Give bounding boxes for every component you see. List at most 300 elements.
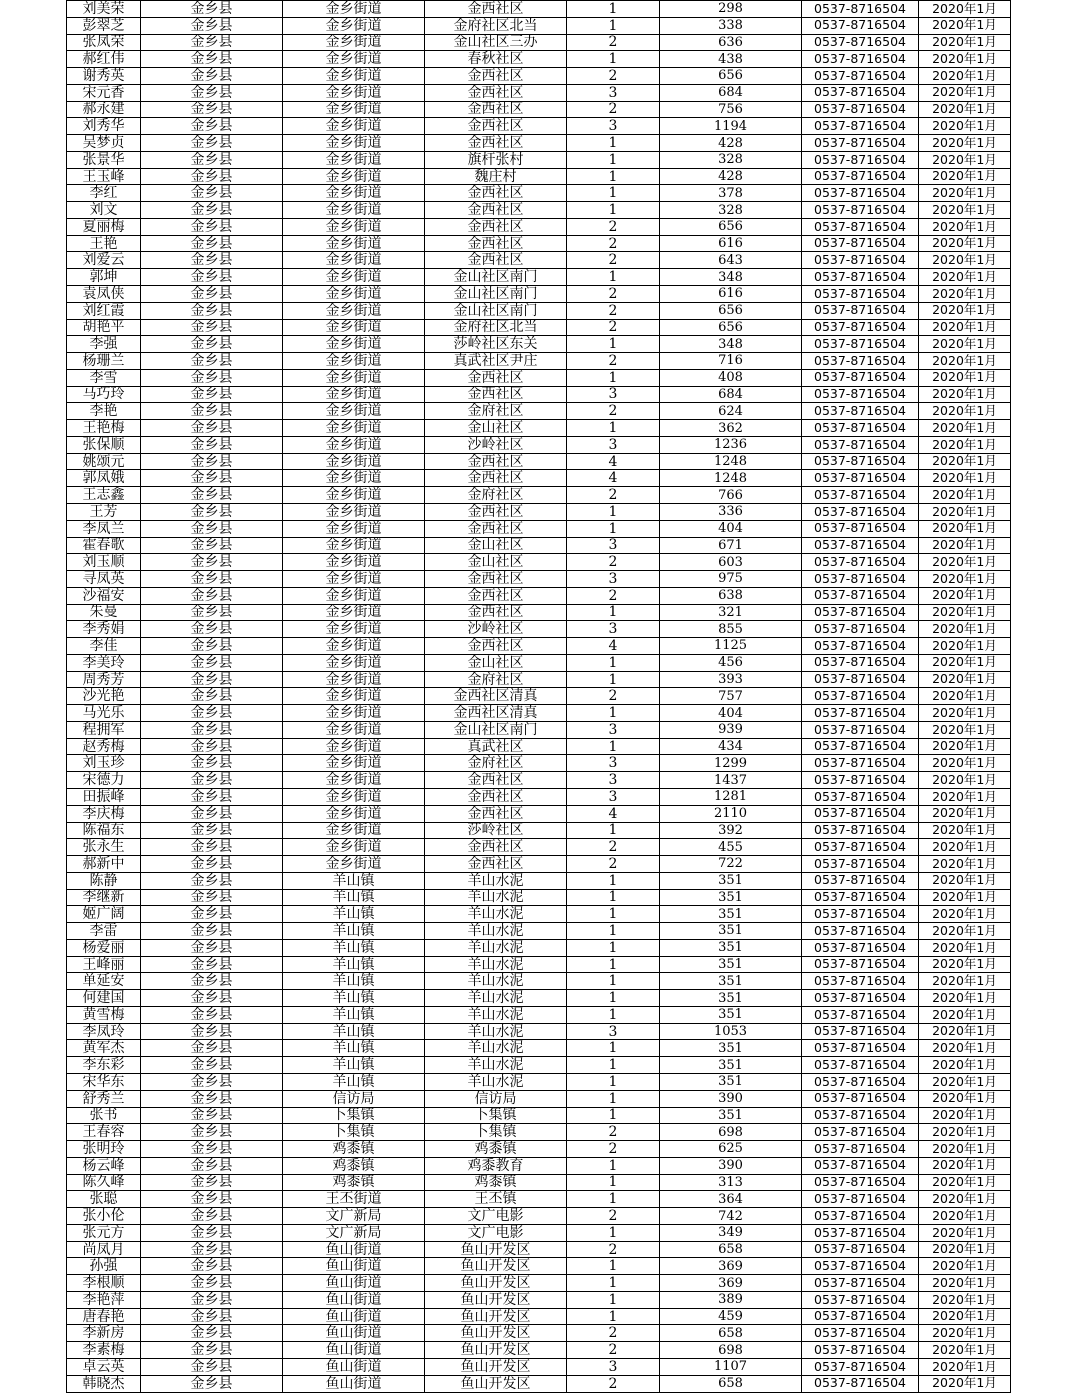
count-cell: 1 (567, 939, 660, 956)
county-cell: 金乡县 (141, 453, 283, 470)
name-cell: 郭凤娥 (67, 470, 141, 487)
name-cell: 舒秀兰 (67, 1090, 141, 1107)
count-cell: 1 (567, 990, 660, 1007)
phone-cell: 0537-8716504 (802, 1258, 919, 1275)
count-cell: 1 (567, 269, 660, 286)
street-cell: 金乡街道 (283, 1, 425, 18)
name-cell: 吴梦贞 (67, 135, 141, 152)
county-cell: 金乡县 (141, 336, 283, 353)
community-cell: 旗杆张村 (425, 151, 567, 168)
count-cell: 3 (567, 788, 660, 805)
county-cell: 金乡县 (141, 185, 283, 202)
count-cell: 2 (567, 1208, 660, 1225)
phone-cell: 0537-8716504 (802, 671, 919, 688)
name-cell: 李凤兰 (67, 520, 141, 537)
count-cell: 1 (567, 1107, 660, 1124)
street-cell: 金乡街道 (283, 319, 425, 336)
community-cell: 真武社区 (425, 738, 567, 755)
community-cell: 金山社区 (425, 537, 567, 554)
community-cell: 金府社区北当 (425, 17, 567, 34)
count-cell: 2 (567, 1375, 660, 1392)
phone-cell: 0537-8716504 (802, 269, 919, 286)
month-cell: 2020年1月 (919, 638, 1011, 655)
street-cell: 金乡街道 (283, 369, 425, 386)
name-cell: 李雪 (67, 369, 141, 386)
table-row (67, 369, 1011, 386)
county-cell: 金乡县 (141, 889, 283, 906)
table-row (67, 319, 1011, 336)
amount-cell: 351 (660, 923, 802, 940)
amount-cell: 638 (660, 587, 802, 604)
amount-cell: 1125 (660, 638, 802, 655)
amount-cell: 616 (660, 286, 802, 303)
table-row (67, 654, 1011, 671)
amount-cell: 742 (660, 1208, 802, 1225)
table-row (67, 956, 1011, 973)
community-cell: 羊山水泥 (425, 906, 567, 923)
county-cell: 金乡县 (141, 1023, 283, 1040)
phone-cell: 0537-8716504 (802, 604, 919, 621)
amount-cell: 684 (660, 386, 802, 403)
table-row (67, 554, 1011, 571)
amount-cell: 459 (660, 1308, 802, 1325)
amount-cell: 698 (660, 1124, 802, 1141)
count-cell: 1 (567, 1258, 660, 1275)
amount-cell: 1236 (660, 436, 802, 453)
month-cell: 2020年1月 (919, 386, 1011, 403)
community-cell: 金山社区 (425, 420, 567, 437)
count-cell: 1 (567, 51, 660, 68)
table-row (67, 453, 1011, 470)
street-cell: 金乡街道 (283, 51, 425, 68)
count-cell: 1 (567, 151, 660, 168)
phone-cell: 0537-8716504 (802, 420, 919, 437)
count-cell: 1 (567, 1057, 660, 1074)
amount-cell: 438 (660, 51, 802, 68)
month-cell: 2020年1月 (919, 973, 1011, 990)
phone-cell: 0537-8716504 (802, 906, 919, 923)
table-row (67, 1359, 1011, 1376)
name-cell: 郝新中 (67, 856, 141, 873)
street-cell: 金乡街道 (283, 839, 425, 856)
amount-cell: 1248 (660, 470, 802, 487)
name-cell: 胡艳平 (67, 319, 141, 336)
amount-cell: 684 (660, 84, 802, 101)
month-cell: 2020年1月 (919, 269, 1011, 286)
county-cell: 金乡县 (141, 1174, 283, 1191)
name-cell: 马巧玲 (67, 386, 141, 403)
amount-cell: 658 (660, 1241, 802, 1258)
month-cell: 2020年1月 (919, 738, 1011, 755)
phone-cell: 0537-8716504 (802, 1023, 919, 1040)
community-cell: 羊山水泥 (425, 1057, 567, 1074)
phone-cell: 0537-8716504 (802, 168, 919, 185)
name-cell: 赵秀梅 (67, 738, 141, 755)
table-row (67, 51, 1011, 68)
street-cell: 金乡街道 (283, 302, 425, 319)
street-cell: 鱼山街道 (283, 1241, 425, 1258)
table-row (67, 705, 1011, 722)
month-cell: 2020年1月 (919, 403, 1011, 420)
community-cell: 王丕镇 (425, 1191, 567, 1208)
county-cell: 金乡县 (141, 520, 283, 537)
count-cell: 1 (567, 1074, 660, 1091)
table-row (67, 1023, 1011, 1040)
street-cell: 金乡街道 (283, 101, 425, 118)
count-cell: 1 (567, 503, 660, 520)
phone-cell: 0537-8716504 (802, 1157, 919, 1174)
table-row (67, 856, 1011, 873)
county-cell: 金乡县 (141, 788, 283, 805)
street-cell: 卜集镇 (283, 1107, 425, 1124)
table-row (67, 520, 1011, 537)
table-row (67, 537, 1011, 554)
community-cell: 金山社区南门 (425, 286, 567, 303)
name-cell: 陈久峰 (67, 1174, 141, 1191)
count-cell: 2 (567, 839, 660, 856)
community-cell: 金西社区 (425, 202, 567, 219)
county-cell: 金乡县 (141, 923, 283, 940)
county-cell: 金乡县 (141, 17, 283, 34)
amount-cell: 298 (660, 1, 802, 18)
phone-cell: 0537-8716504 (802, 1057, 919, 1074)
name-cell: 李凤玲 (67, 1023, 141, 1040)
amount-cell: 766 (660, 487, 802, 504)
month-cell: 2020年1月 (919, 621, 1011, 638)
month-cell: 2020年1月 (919, 1241, 1011, 1258)
street-cell: 鸡黍镇 (283, 1174, 425, 1191)
count-cell: 1 (567, 822, 660, 839)
county-cell: 金乡县 (141, 1375, 283, 1392)
month-cell: 2020年1月 (919, 604, 1011, 621)
amount-cell: 351 (660, 939, 802, 956)
phone-cell: 0537-8716504 (802, 973, 919, 990)
name-cell: 李根顺 (67, 1275, 141, 1292)
community-cell: 沙岭社区 (425, 621, 567, 638)
table-row (67, 990, 1011, 1007)
county-cell: 金乡县 (141, 202, 283, 219)
amount-cell: 351 (660, 956, 802, 973)
table-row (67, 1208, 1011, 1225)
table-row (67, 604, 1011, 621)
county-cell: 金乡县 (141, 1325, 283, 1342)
phone-cell: 0537-8716504 (802, 202, 919, 219)
street-cell: 羊山镇 (283, 1040, 425, 1057)
amount-cell: 1194 (660, 118, 802, 135)
county-cell: 金乡县 (141, 151, 283, 168)
count-cell: 1 (567, 520, 660, 537)
county-cell: 金乡县 (141, 1224, 283, 1241)
phone-cell: 0537-8716504 (802, 235, 919, 252)
community-cell: 羊山水泥 (425, 1040, 567, 1057)
community-cell: 鱼山开发区 (425, 1342, 567, 1359)
county-cell: 金乡县 (141, 654, 283, 671)
street-cell: 金乡街道 (283, 688, 425, 705)
month-cell: 2020年1月 (919, 235, 1011, 252)
table-row (67, 1342, 1011, 1359)
count-cell: 2 (567, 1325, 660, 1342)
table-row (67, 436, 1011, 453)
amount-cell: 1299 (660, 755, 802, 772)
phone-cell: 0537-8716504 (802, 621, 919, 638)
phone-cell: 0537-8716504 (802, 705, 919, 722)
street-cell: 文广新局 (283, 1208, 425, 1225)
street-cell: 鱼山街道 (283, 1258, 425, 1275)
street-cell: 金乡街道 (283, 721, 425, 738)
county-cell: 金乡县 (141, 1074, 283, 1091)
phone-cell: 0537-8716504 (802, 286, 919, 303)
table-row (67, 1157, 1011, 1174)
name-cell: 刘美荣 (67, 1, 141, 18)
street-cell: 金乡街道 (283, 738, 425, 755)
month-cell: 2020年1月 (919, 369, 1011, 386)
month-cell: 2020年1月 (919, 218, 1011, 235)
county-cell: 金乡县 (141, 34, 283, 51)
street-cell: 金乡街道 (283, 755, 425, 772)
community-cell: 金西社区 (425, 369, 567, 386)
table-row (67, 252, 1011, 269)
amount-cell: 428 (660, 168, 802, 185)
month-cell: 2020年1月 (919, 151, 1011, 168)
amount-cell: 603 (660, 554, 802, 571)
month-cell: 2020年1月 (919, 135, 1011, 152)
street-cell: 金乡街道 (283, 151, 425, 168)
street-cell: 金乡街道 (283, 252, 425, 269)
county-cell: 金乡县 (141, 1141, 283, 1158)
community-cell: 金西社区 (425, 638, 567, 655)
street-cell: 鱼山街道 (283, 1291, 425, 1308)
phone-cell: 0537-8716504 (802, 554, 919, 571)
county-cell: 金乡县 (141, 1208, 283, 1225)
name-cell: 马光乐 (67, 705, 141, 722)
community-cell: 莎岭社区东关 (425, 336, 567, 353)
street-cell: 鱼山街道 (283, 1325, 425, 1342)
table-row (67, 386, 1011, 403)
amount-cell: 656 (660, 302, 802, 319)
phone-cell: 0537-8716504 (802, 721, 919, 738)
county-cell: 金乡县 (141, 872, 283, 889)
name-cell: 李新房 (67, 1325, 141, 1342)
count-cell: 1 (567, 135, 660, 152)
community-cell: 莎岭社区 (425, 822, 567, 839)
month-cell: 2020年1月 (919, 68, 1011, 85)
county-cell: 金乡县 (141, 386, 283, 403)
amount-cell: 434 (660, 738, 802, 755)
table-row (67, 839, 1011, 856)
month-cell: 2020年1月 (919, 939, 1011, 956)
name-cell: 刘玉珍 (67, 755, 141, 772)
table-row (67, 772, 1011, 789)
amount-cell: 378 (660, 185, 802, 202)
street-cell: 羊山镇 (283, 1006, 425, 1023)
name-cell: 张景华 (67, 151, 141, 168)
community-cell: 金西社区 (425, 856, 567, 873)
street-cell: 金乡街道 (283, 671, 425, 688)
community-cell: 金西社区清真 (425, 688, 567, 705)
community-cell: 鱼山开发区 (425, 1291, 567, 1308)
street-cell: 鱼山街道 (283, 1275, 425, 1292)
street-cell: 金乡街道 (283, 185, 425, 202)
county-cell: 金乡县 (141, 1006, 283, 1023)
phone-cell: 0537-8716504 (802, 688, 919, 705)
amount-cell: 390 (660, 1157, 802, 1174)
county-cell: 金乡县 (141, 168, 283, 185)
community-cell: 卜集镇 (425, 1107, 567, 1124)
count-cell: 1 (567, 1090, 660, 1107)
street-cell: 卜集镇 (283, 1124, 425, 1141)
count-cell: 2 (567, 353, 660, 370)
phone-cell: 0537-8716504 (802, 1224, 919, 1241)
street-cell: 金乡街道 (283, 168, 425, 185)
community-cell: 羊山水泥 (425, 990, 567, 1007)
amount-cell: 1281 (660, 788, 802, 805)
phone-cell: 0537-8716504 (802, 1275, 919, 1292)
name-cell: 夏丽梅 (67, 218, 141, 235)
county-cell: 金乡县 (141, 1191, 283, 1208)
street-cell: 鱼山街道 (283, 1359, 425, 1376)
community-cell: 金府社区 (425, 755, 567, 772)
month-cell: 2020年1月 (919, 286, 1011, 303)
table-row (67, 218, 1011, 235)
amount-cell: 658 (660, 1375, 802, 1392)
name-cell: 杨云峰 (67, 1157, 141, 1174)
phone-cell: 0537-8716504 (802, 1124, 919, 1141)
phone-cell: 0537-8716504 (802, 1325, 919, 1342)
county-cell: 金乡县 (141, 1258, 283, 1275)
month-cell: 2020年1月 (919, 453, 1011, 470)
community-cell: 鱼山开发区 (425, 1375, 567, 1392)
street-cell: 文广新局 (283, 1224, 425, 1241)
name-cell: 张小伦 (67, 1208, 141, 1225)
street-cell: 金乡街道 (283, 805, 425, 822)
name-cell: 孙强 (67, 1258, 141, 1275)
amount-cell: 336 (660, 503, 802, 520)
county-cell: 金乡县 (141, 1, 283, 18)
street-cell: 鱼山街道 (283, 1308, 425, 1325)
phone-cell: 0537-8716504 (802, 1, 919, 18)
county-cell: 金乡县 (141, 1241, 283, 1258)
county-cell: 金乡县 (141, 587, 283, 604)
county-cell: 金乡县 (141, 822, 283, 839)
name-cell: 宋德力 (67, 772, 141, 789)
community-cell: 金西社区 (425, 571, 567, 588)
count-cell: 3 (567, 1359, 660, 1376)
table-row (67, 1275, 1011, 1292)
street-cell: 羊山镇 (283, 956, 425, 973)
street-cell: 金乡街道 (283, 118, 425, 135)
phone-cell: 0537-8716504 (802, 503, 919, 520)
count-cell: 1 (567, 1040, 660, 1057)
table-row (67, 1258, 1011, 1275)
month-cell: 2020年1月 (919, 487, 1011, 504)
street-cell: 金乡街道 (283, 604, 425, 621)
community-cell: 羊山水泥 (425, 923, 567, 940)
community-cell: 鱼山开发区 (425, 1308, 567, 1325)
month-cell: 2020年1月 (919, 1090, 1011, 1107)
community-cell: 金西社区 (425, 470, 567, 487)
community-cell: 金西社区 (425, 118, 567, 135)
phone-cell: 0537-8716504 (802, 939, 919, 956)
phone-cell: 0537-8716504 (802, 822, 919, 839)
month-cell: 2020年1月 (919, 1308, 1011, 1325)
name-cell: 卓云英 (67, 1359, 141, 1376)
table-row (67, 185, 1011, 202)
street-cell: 羊山镇 (283, 872, 425, 889)
name-cell: 李秀娟 (67, 621, 141, 638)
amount-cell: 1053 (660, 1023, 802, 1040)
phone-cell: 0537-8716504 (802, 118, 919, 135)
phone-cell: 0537-8716504 (802, 1141, 919, 1158)
table-row (67, 420, 1011, 437)
county-cell: 金乡县 (141, 939, 283, 956)
amount-cell: 351 (660, 872, 802, 889)
county-cell: 金乡县 (141, 269, 283, 286)
county-cell: 金乡县 (141, 235, 283, 252)
community-cell: 金西社区 (425, 68, 567, 85)
month-cell: 2020年1月 (919, 923, 1011, 940)
street-cell: 金乡街道 (283, 68, 425, 85)
amount-cell: 392 (660, 822, 802, 839)
phone-cell: 0537-8716504 (802, 956, 919, 973)
amount-cell: 404 (660, 705, 802, 722)
month-cell: 2020年1月 (919, 1208, 1011, 1225)
street-cell: 金乡街道 (283, 822, 425, 839)
county-cell: 金乡县 (141, 906, 283, 923)
name-cell: 程拥军 (67, 721, 141, 738)
community-cell: 金西社区 (425, 839, 567, 856)
month-cell: 2020年1月 (919, 1275, 1011, 1292)
name-cell: 陈福东 (67, 822, 141, 839)
amount-cell: 351 (660, 1107, 802, 1124)
county-cell: 金乡县 (141, 436, 283, 453)
phone-cell: 0537-8716504 (802, 788, 919, 805)
amount-cell: 975 (660, 571, 802, 588)
count-cell: 3 (567, 84, 660, 101)
phone-cell: 0537-8716504 (802, 1208, 919, 1225)
phone-cell: 0537-8716504 (802, 1074, 919, 1091)
community-cell: 金西社区 (425, 503, 567, 520)
county-cell: 金乡县 (141, 956, 283, 973)
county-cell: 金乡县 (141, 319, 283, 336)
phone-cell: 0537-8716504 (802, 537, 919, 554)
table-row (67, 939, 1011, 956)
count-cell: 1 (567, 604, 660, 621)
county-cell: 金乡县 (141, 470, 283, 487)
table-row (67, 872, 1011, 889)
community-cell: 金府社区 (425, 403, 567, 420)
amount-cell: 428 (660, 135, 802, 152)
amount-cell: 393 (660, 671, 802, 688)
table-row (67, 1191, 1011, 1208)
name-cell: 黄军杰 (67, 1040, 141, 1057)
community-cell: 金西社区 (425, 1, 567, 18)
county-cell: 金乡县 (141, 1124, 283, 1141)
county-cell: 金乡县 (141, 68, 283, 85)
county-cell: 金乡县 (141, 705, 283, 722)
amount-cell: 616 (660, 235, 802, 252)
table-row (67, 1141, 1011, 1158)
county-cell: 金乡县 (141, 1359, 283, 1376)
name-cell: 谢秀英 (67, 68, 141, 85)
table-row (67, 1040, 1011, 1057)
month-cell: 2020年1月 (919, 755, 1011, 772)
name-cell: 郭坤 (67, 269, 141, 286)
community-cell: 金西社区 (425, 185, 567, 202)
month-cell: 2020年1月 (919, 1023, 1011, 1040)
count-cell: 2 (567, 403, 660, 420)
month-cell: 2020年1月 (919, 554, 1011, 571)
county-cell: 金乡县 (141, 84, 283, 101)
